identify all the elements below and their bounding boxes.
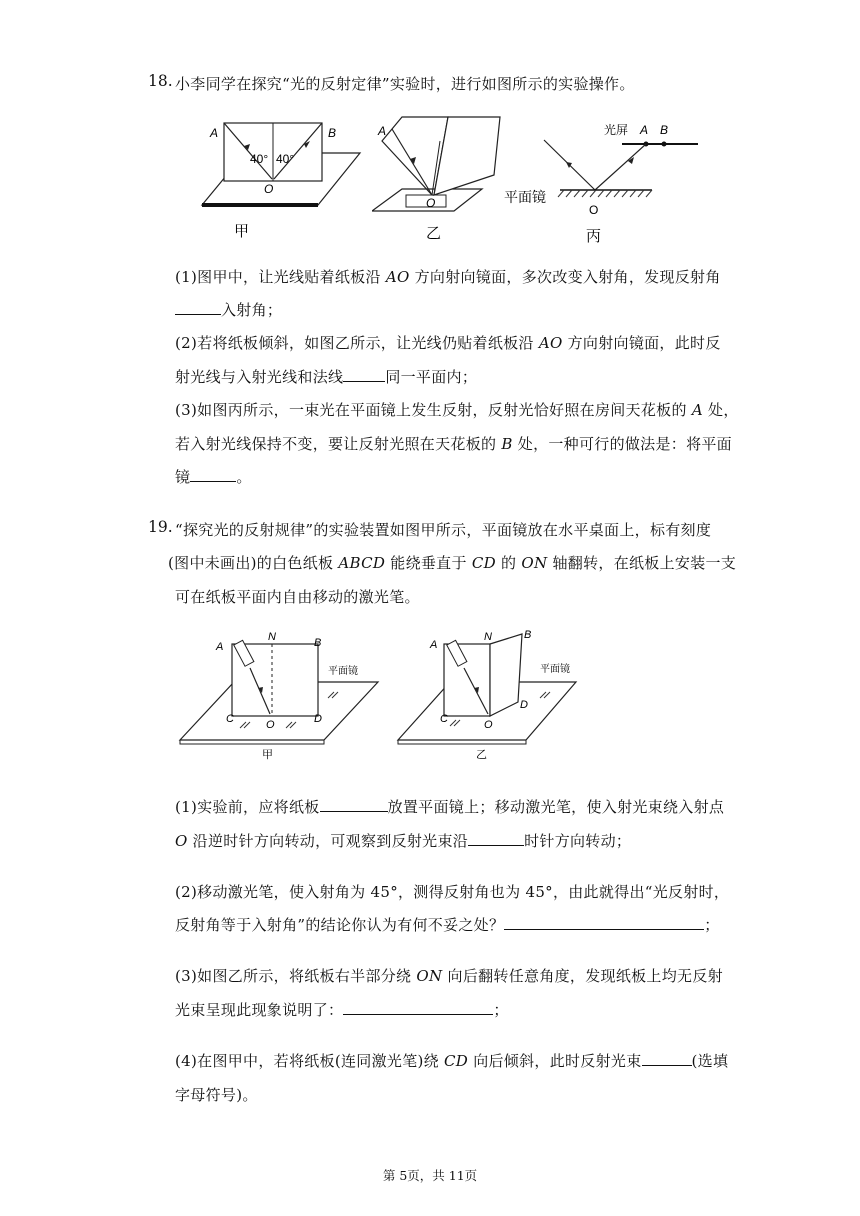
q18-p2-text-d: 同一平面内； (385, 368, 478, 386)
q18-part3-line1 (175, 399, 739, 420)
fig19-yi-label-n: N (484, 631, 492, 643)
fig18-caption-bing: 丙 (586, 228, 602, 245)
q19-part1-blank2[interactable] (468, 831, 524, 846)
q19-p1-text-d: 时针方向转动； (524, 832, 632, 850)
q18-p2-text-c: 射光线与入射光线和法线 (175, 368, 344, 386)
q19-abcd: ABCD (338, 554, 386, 572)
figure-19-jia (178, 628, 388, 763)
figure-18-jia (200, 115, 370, 245)
fig18-caption-yi: 乙 (426, 225, 442, 242)
fig19-jia-label-c: C (226, 713, 234, 725)
page-footer: 第 5页，共 11页 (382, 1168, 478, 1183)
q19-intro-line3: 可在纸板平面内自由移动的激光笔。 (175, 588, 420, 606)
fig18-angle-left: 40° (250, 152, 269, 166)
q19-p3-text-d: ； (493, 1001, 509, 1019)
q19-part3-line2 (175, 999, 509, 1020)
q19-part4-line1 (175, 1050, 728, 1071)
q19-on: ON (521, 554, 548, 572)
q18-part1-line1 (175, 266, 721, 287)
q18-p1-text-a: (1)图甲中，让光线贴着纸板沿 (175, 268, 386, 286)
fig18-bing-label-a: A (640, 123, 649, 137)
q19-intro-line2 (168, 552, 736, 573)
q19-p3-text-a: (3)如图乙所示，将纸板右半部分绕 (175, 967, 417, 985)
q19-p1-text-a: (1)实验前，应将纸板 (175, 798, 320, 816)
q19-intro-line1: “探究光的反射规律”的实验装置如图甲所示，平面镜放在水平桌面上，标有刻度 (175, 521, 712, 539)
q18-p3-text-f: 。 (236, 468, 252, 486)
fig19-yi-label-o: O (484, 719, 493, 731)
q18-part3-line2 (175, 433, 732, 454)
fig19-caption-yi: 乙 (476, 749, 487, 761)
q19-l2-text-b: 能绕垂直于 (385, 554, 472, 572)
q19-p4-cd: CD (444, 1052, 469, 1070)
q18-p3-text-a: (3)如图丙所示，一束光在平面镜上发生反射，反射光恰好照在房间天花板的 (175, 401, 692, 419)
fig18-jia-label-o: O (264, 182, 274, 196)
q19-p2-text-c: ； (704, 916, 720, 934)
fig18-jia-label-a: A (210, 126, 219, 140)
q18-p2-text-b: 方向射向镜面，此时反 (562, 334, 721, 352)
q19-p4-text-a: (4)在图甲中，若将纸板(连同激光笔)绕 (175, 1052, 445, 1070)
q19-l2-text-d: 轴翻转，在纸板上安装一支 (547, 554, 737, 572)
q18-p1-ao: AO (385, 268, 410, 286)
fig19-caption-jia: 甲 (262, 749, 273, 761)
q19-p3-on: ON (416, 967, 443, 985)
fig18-yi-label-o: O (426, 196, 436, 210)
fig18-screen-label: 光屏 (604, 123, 629, 137)
q18-p2-ao: AO (538, 334, 563, 352)
q18-p1-text-c: 入射角； (221, 301, 283, 319)
q19-part4-line2: 字母符号)。 (175, 1086, 258, 1104)
fig18-bing-label-o: O (589, 203, 599, 217)
fig19-jia-label-o: O (266, 719, 275, 731)
question-19-number: 19. (148, 518, 173, 536)
q19-l2-text-a: (图中未画出)的白色纸板 (168, 554, 339, 572)
q18-part2-line2 (175, 366, 477, 387)
fig19-yi-label-a: A (430, 639, 438, 651)
fig19-jia-mirror-label: 平面镜 (328, 666, 358, 677)
fig18-angle-right: 40° (276, 152, 295, 166)
fig18-mirror-label: 平面镜 (504, 189, 546, 205)
question-18-number: 18. (148, 72, 173, 90)
fig19-yi-label-d: D (520, 699, 528, 711)
q18-p1-text-b: 方向射向镜面，多次改变入射角，发现反射角 (409, 268, 721, 286)
fig19-yi-mirror-label: 平面镜 (540, 664, 570, 675)
question-18-intro: 小李同学在探究“光的反射定律”实验时，进行如图所示的实验操作。 (175, 75, 635, 93)
fig19-jia-label-b: B (314, 637, 322, 649)
q19-part2-blank[interactable] (504, 915, 704, 930)
q18-part2-blank[interactable] (343, 367, 385, 382)
q19-p1-text-c: 沿逆时针方向转动，可观察到反射光束沿 (187, 832, 469, 850)
fig18-yi-label-a: A (378, 124, 387, 138)
q18-p3-text-b: 处， (702, 401, 739, 419)
q19-p3-text-c: 光束呈现此现象说明了： (175, 1001, 344, 1019)
q19-p1-text-b: 放置平面镜上；移动激光笔，使入射光束绕入射点 (387, 798, 725, 816)
fig18-bing-label-b: B (660, 123, 669, 137)
q18-part1-line2 (175, 299, 282, 320)
q19-p1-point-o: O (175, 832, 188, 850)
fig18-jia-label-b: B (328, 126, 337, 140)
figure-18-bing (500, 118, 700, 248)
q19-part1-line2 (175, 830, 631, 851)
q19-part3-blank[interactable] (343, 1000, 493, 1015)
q19-l2-text-c: 的 (495, 554, 522, 572)
fig18-caption-jia: 甲 (234, 223, 250, 240)
fig19-jia-label-a: A (216, 641, 224, 653)
q19-part1-blank1[interactable] (320, 797, 388, 812)
q19-part3-line1 (175, 965, 723, 986)
q18-part3-line3 (175, 466, 252, 487)
q18-p2-text-a: (2)若将纸板倾斜，如图乙所示，让光线仍贴着纸板沿 (175, 334, 539, 352)
q18-p3-point-b: B (501, 435, 513, 453)
q18-p3-text-c: 若入射光线保持不变，要让反射光照在天花板的 (175, 435, 502, 453)
fig19-jia-label-d: D (314, 713, 322, 725)
q19-part2-line1: (2)移动激光笔，使入射角为 45°，测得反射角也为 45°，由此就得出“光反射时， (175, 883, 730, 901)
q19-p4-text-c: (选填 (691, 1052, 729, 1070)
q19-p4-text-b: 向后倾斜，此时反射光束 (468, 1052, 642, 1070)
fig19-jia-label-n: N (268, 631, 276, 643)
q19-cd: CD (471, 554, 496, 572)
figure-19-yi (396, 626, 586, 763)
q19-part1-line1 (175, 796, 724, 817)
q19-part2-line2 (175, 914, 720, 935)
q18-p3-text-e: 镜 (175, 468, 191, 486)
q19-p2-text-b: 反射角等于入射角”的结论你认为有何不妥之处？ (175, 916, 505, 934)
q18-part3-blank[interactable] (190, 467, 236, 482)
q19-p3-text-b: 向后翻转任意角度，发现纸板上均无反射 (442, 967, 723, 985)
q19-part4-blank[interactable] (642, 1051, 692, 1066)
q18-part1-blank[interactable] (175, 300, 221, 315)
q18-part2-line1 (175, 332, 721, 353)
q18-p3-text-d: 处，一种可行的做法是：将平面 (512, 435, 732, 453)
q18-p3-point-a: A (691, 401, 703, 419)
fig19-yi-label-c: C (440, 713, 448, 725)
fig19-yi-label-b: B (524, 629, 532, 641)
